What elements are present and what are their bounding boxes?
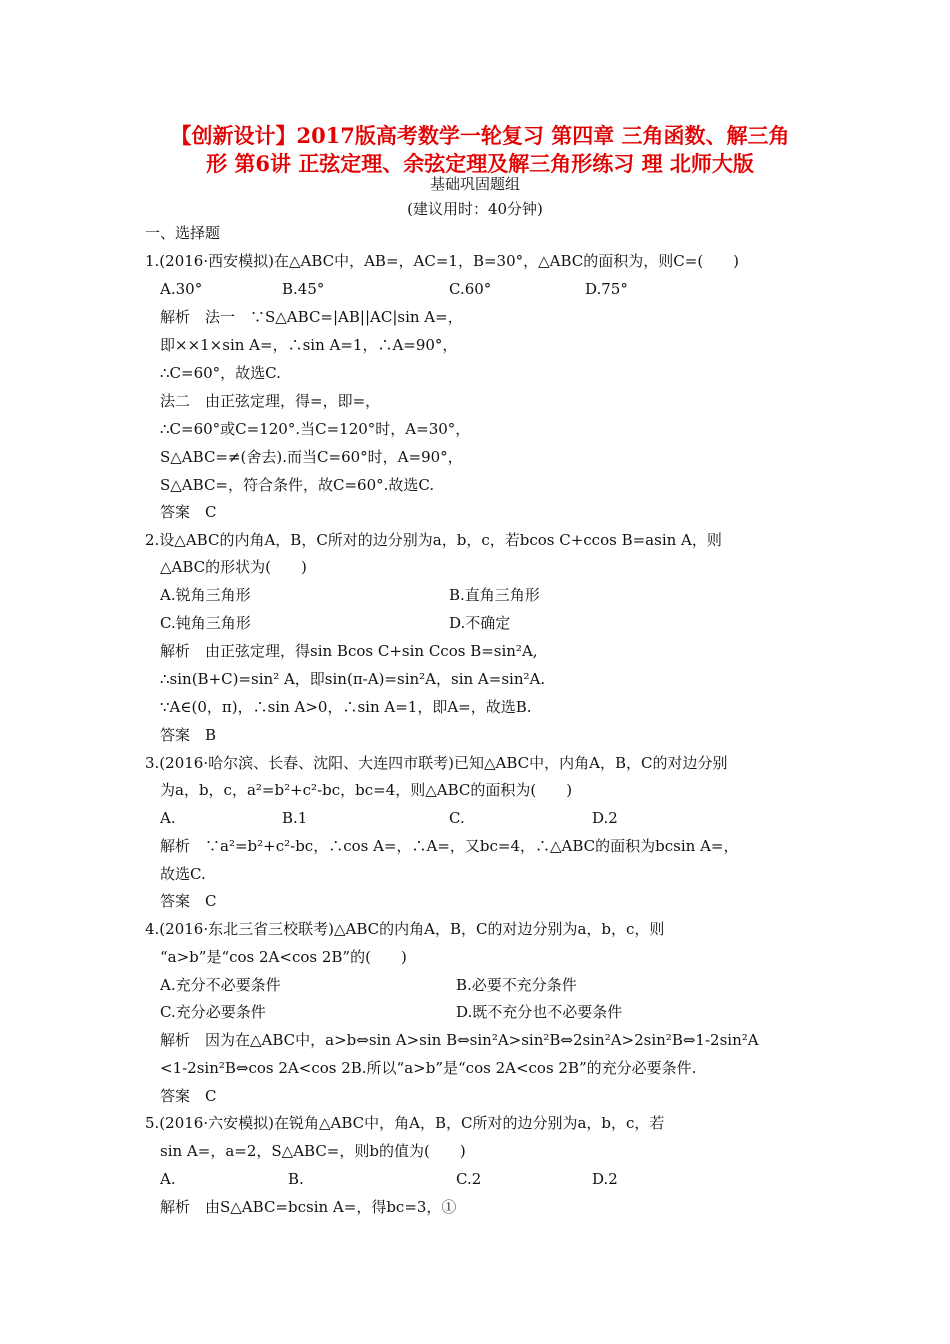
q3-option-c: C. bbox=[449, 809, 465, 827]
q4-option-b: B.必要不充分条件 bbox=[456, 976, 577, 994]
q1-solution-line: 解析 法一 ∵S△ABC=|AB||AC|sin A=， bbox=[160, 308, 463, 326]
q1-option-c: C.60° bbox=[449, 280, 492, 298]
q3-stem-line-2: 为a，b，c，a²=b²+c²-bc，bc=4，则△ABC的面积为( ) bbox=[160, 781, 573, 799]
q5-option-c: C.2 bbox=[456, 1170, 482, 1188]
q3-solution-line: 故选C. bbox=[160, 865, 206, 883]
q4-solution-line: 解析 因为在△ABC中，a>b⇔sin A>sin B⇔sin²A>sin²B⇔2sin²A>2sin²B⇔1-2sin²A bbox=[160, 1031, 759, 1049]
q5-option-a: A. bbox=[160, 1170, 176, 1188]
q4-option-c: C.充分必要条件 bbox=[160, 1003, 266, 1021]
q1-answer: 答案 C bbox=[160, 503, 217, 521]
q1-solution-line: S△ABC=≠(舍去).而当C=60°时，A=90°， bbox=[160, 448, 463, 466]
section-heading: 一、选择题 bbox=[145, 224, 221, 242]
q2-option-a: A.锐角三角形 bbox=[160, 586, 251, 604]
q2-stem-line-1: 2.设△ABC的内角A，B，C所对的边分别为a，b，c，若bcos C+ccos B=asin A，则 bbox=[145, 531, 722, 549]
q2-option-b: B.直角三角形 bbox=[449, 586, 540, 604]
q1-option-a: A.30° bbox=[160, 280, 203, 298]
q4-option-a: A.充分不必要条件 bbox=[160, 976, 281, 994]
q1-solution-line: S△ABC=，符合条件，故C=60°.故选C. bbox=[160, 476, 435, 494]
q4-stem-line-2: “a>b”是“cos 2A<cos 2B”的( ) bbox=[160, 948, 407, 966]
document-title-line-1: 【创新设计】2017版高考数学一轮复习 第四章 三角函数、解三角 bbox=[170, 123, 790, 148]
q5-stem-line-2: sin A=，a=2，S△ABC=，则b的值为( ) bbox=[160, 1142, 466, 1160]
q3-option-a: A. bbox=[160, 809, 176, 827]
q1-stem: 1.(2016·西安模拟)在△ABC中，AB=，AC=1，B=30°，△ABC的面积为，则C=( ) bbox=[145, 252, 740, 270]
q2-option-d: D.不确定 bbox=[449, 614, 511, 632]
q2-option-c: C.钝角三角形 bbox=[160, 614, 251, 632]
q5-option-b: B. bbox=[288, 1170, 304, 1188]
q2-answer: 答案 B bbox=[160, 726, 217, 744]
q3-option-b: B.1 bbox=[282, 809, 308, 827]
group-title: 基础巩固题组 bbox=[429, 175, 520, 193]
q5-solution-line: 解析 由S△ABC=bcsin A=，得bc=3，① bbox=[160, 1198, 457, 1216]
time-hint: (建议用时：40分钟) bbox=[407, 200, 543, 218]
q2-solution-line: 解析 由正弦定理，得sin Bcos C+sin Ccos B=sin²A, bbox=[160, 642, 538, 660]
q1-solution-line: ∴C=60°，故选C. bbox=[160, 364, 281, 382]
q2-solution-line: ∵A∈(0，π)，∴sin A>0，∴sin A=1，即A=，故选B. bbox=[160, 698, 532, 716]
q1-solution-line: ∴C=60°或C=120°.当C=120°时，A=30°， bbox=[160, 420, 471, 438]
q2-solution-line: ∴sin(B+C)=sin² A，即sin(π-A)=sin²A，sin A=sin²A. bbox=[160, 670, 546, 688]
document-title-line-2: 形 第6讲 正弦定理、余弦定理及解三角形练习 理 北师大版 bbox=[206, 151, 754, 176]
q5-option-d: D.2 bbox=[592, 1170, 618, 1188]
q3-solution-line: 解析 ∵a²=b²+c²-bc，∴cos A=，∴A=，又bc=4，∴△ABC的面积为bcsin A=， bbox=[160, 837, 739, 855]
q5-stem-line-1: 5.(2016·六安模拟)在锐角△ABC中，角A，B，C所对的边分别为a，b，c，若 bbox=[145, 1114, 665, 1132]
q1-option-b: B.45° bbox=[282, 280, 325, 298]
q4-stem-line-1: 4.(2016·东北三省三校联考)△ABC的内角A，B，C的对边分别为a，b，c，则 bbox=[145, 920, 665, 938]
q3-option-d: D.2 bbox=[592, 809, 618, 827]
q4-answer: 答案 C bbox=[160, 1087, 217, 1105]
q3-answer: 答案 C bbox=[160, 892, 217, 910]
q1-solution-line: 法二 由正弦定理，得=，即=， bbox=[160, 392, 381, 410]
q1-solution-line: 即××1×sin A=，∴sin A=1，∴A=90°， bbox=[160, 336, 458, 354]
q2-stem-line-2: △ABC的形状为( ) bbox=[160, 558, 307, 576]
q4-solution-line: <1-2sin²B⇔cos 2A<cos 2B.所以“a>b”是“cos 2A<cos 2B”的充分必要条件. bbox=[160, 1059, 697, 1077]
q4-option-d: D.既不充分也不必要条件 bbox=[456, 1003, 623, 1021]
q1-option-d: D.75° bbox=[585, 280, 628, 298]
q3-stem-line-1: 3.(2016·哈尔滨、长春、沈阳、大连四市联考)已知△ABC中，内角A，B，C的对边分别 bbox=[145, 754, 728, 772]
